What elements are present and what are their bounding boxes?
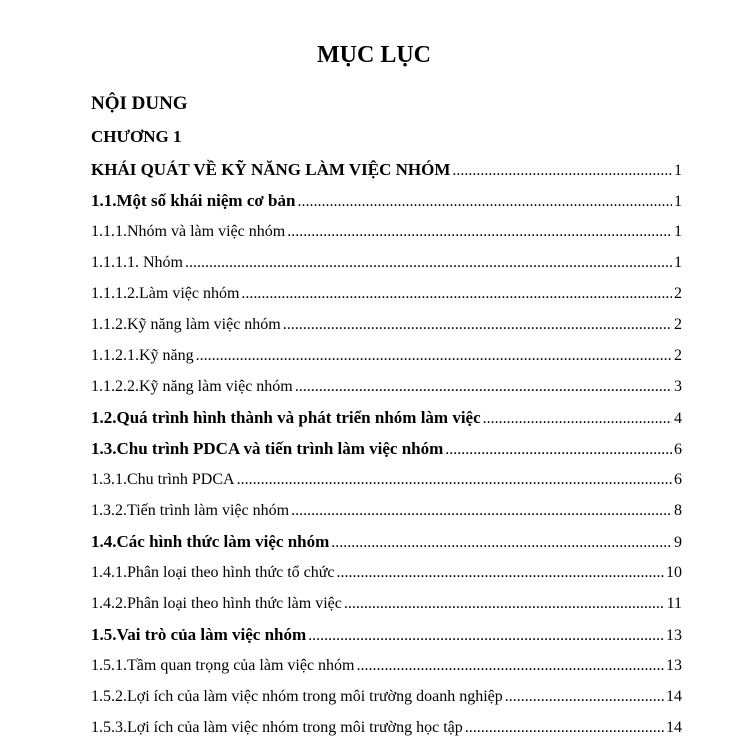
toc-entry[interactable] (91, 281, 682, 312)
toc-entry-page: 1 (674, 223, 682, 240)
toc-entry[interactable] (91, 188, 682, 219)
toc-entry-label: 1.5.3.Lợi ích của làm việc nhóm trong môi trường học tập (91, 719, 463, 736)
toc-entry-page: 2 (674, 347, 682, 364)
toc-entry-label: 1.1.1.Nhóm và làm việc nhóm (91, 223, 286, 240)
toc-entry-page: 2 (674, 285, 682, 302)
toc-entry-page: 2 (674, 316, 682, 333)
dot-leader (291, 498, 672, 524)
toc-entry-label: 1.3.2.Tiến trình làm việc nhóm (91, 502, 290, 519)
toc-entry[interactable] (91, 529, 682, 560)
toc-entry[interactable] (91, 498, 682, 529)
toc-entry[interactable] (91, 653, 682, 684)
toc-entry-label: KHÁI QUÁT VỀ KỸ NĂNG LÀM VIỆC NHÓM (91, 160, 451, 179)
toc-entry-page: 6 (674, 471, 682, 488)
toc-entry[interactable] (91, 374, 682, 405)
toc-entry[interactable] (91, 684, 682, 715)
dot-leader (295, 374, 672, 400)
toc-entry[interactable] (91, 405, 682, 436)
dot-leader (356, 653, 664, 679)
dot-leader (445, 437, 672, 463)
dot-leader (337, 560, 664, 586)
toc-entry-label: 1.3.1.Chu trình PDCA (91, 471, 235, 488)
toc-entry-page: 3 (674, 378, 682, 395)
dot-leader (331, 530, 672, 556)
toc-entry[interactable] (91, 250, 682, 281)
toc-entry-label: 1.1.Một số khái niệm cơ bản (91, 191, 296, 210)
dot-leader (237, 467, 672, 493)
toc-entry-page: 14 (666, 688, 682, 705)
dot-leader (465, 715, 664, 741)
toc-entry[interactable] (91, 622, 682, 653)
toc-entry[interactable] (91, 219, 682, 250)
dot-leader (483, 406, 672, 432)
dot-leader (287, 219, 672, 245)
toc-entry-label: 1.5.Vai trò của làm việc nhóm (91, 625, 307, 644)
toc-entry-label: 1.1.2.2.Kỹ năng làm việc nhóm (91, 378, 293, 395)
dot-leader (241, 281, 672, 307)
toc-entry-page: 1 (674, 193, 682, 210)
toc-entry-label: 1.5.2.Lợi ích của làm việc nhóm trong môi trường doanh nghiệp (91, 688, 503, 705)
section-heading: NỘI DUNG (91, 93, 188, 114)
chapter-heading: CHƯƠNG 1 (91, 127, 182, 146)
toc-entry-page: 1 (674, 254, 682, 271)
toc-entry-page: 13 (666, 627, 682, 644)
toc-entry-page: 8 (674, 502, 682, 519)
dot-leader (196, 343, 672, 369)
dot-leader (297, 189, 672, 215)
toc-entry[interactable] (91, 715, 682, 746)
toc-entry-label: 1.4.Các hình thức làm việc nhóm (91, 532, 330, 551)
toc-entry-page: 14 (666, 719, 682, 736)
toc-entry-label: 1.5.1.Tầm quan trọng của làm việc nhóm (91, 657, 355, 674)
toc-entry-label: 1.1.1.2.Làm việc nhóm (91, 285, 240, 302)
toc-entry-label: 1.1.1.1. Nhóm (91, 254, 183, 271)
toc-entry-label: 1.1.2.Kỹ năng làm việc nhóm (91, 316, 281, 333)
toc-entry-page: 6 (674, 441, 682, 458)
toc-entry-label: 1.3.Chu trình PDCA và tiến trình làm việc nhóm (91, 439, 444, 458)
toc-entry[interactable] (91, 343, 682, 374)
dot-leader (308, 623, 664, 649)
toc-entry-page: 1 (674, 162, 682, 179)
toc-entry[interactable] (91, 591, 682, 622)
table-of-contents (91, 157, 682, 746)
dot-leader (283, 312, 672, 338)
dot-leader (505, 684, 664, 710)
toc-entry-label: 1.2.Quá trình hình thành và phát triển nhóm làm việc (91, 408, 481, 427)
toc-entry-label: 1.4.1.Phân loại theo hình thức tổ chức (91, 564, 335, 581)
toc-entry-page: 10 (666, 564, 682, 581)
toc-entry-page: 11 (666, 595, 682, 612)
toc-entry-page: 9 (674, 534, 682, 551)
toc-entry-page: 13 (666, 657, 682, 674)
toc-entry[interactable] (91, 312, 682, 343)
toc-entry[interactable] (91, 560, 682, 591)
page-title: MỤC LỤC (317, 42, 431, 68)
dot-leader (452, 158, 672, 184)
toc-entry-page: 4 (674, 410, 682, 427)
dot-leader (185, 250, 672, 276)
toc-entry-label: 1.1.2.1.Kỹ năng (91, 347, 194, 364)
toc-entry[interactable] (91, 157, 682, 188)
toc-entry[interactable] (91, 467, 682, 498)
toc-entry-label: 1.4.2.Phân loại theo hình thức làm việc (91, 595, 342, 612)
toc-entry[interactable] (91, 436, 682, 467)
dot-leader (344, 591, 665, 617)
